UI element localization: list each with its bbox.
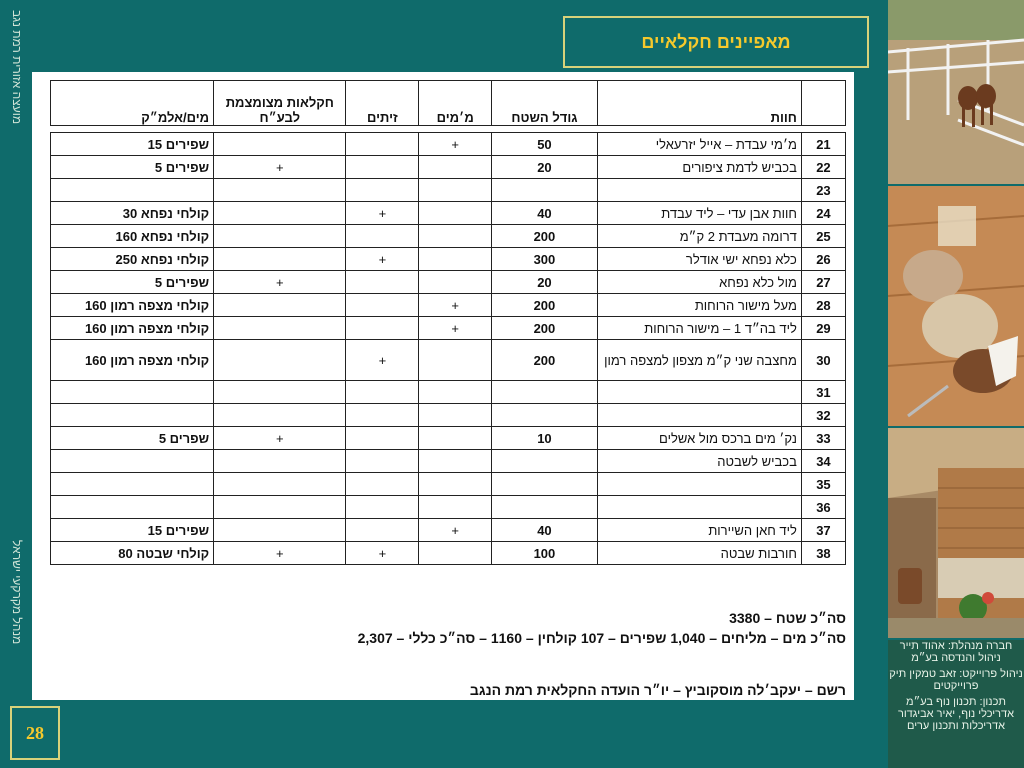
row-water: שפירים 15 [51,133,214,156]
header-num [801,81,845,126]
row-water: שפירים 5 [51,271,214,294]
table-row [51,271,846,294]
row-water [51,450,214,473]
row-num: 33 [801,427,845,450]
table-row [51,450,846,473]
row-water: קולחי מצפה רמון 160 [51,294,214,317]
row-zeitim [346,519,419,542]
row-mayim [419,156,492,179]
table-row [51,317,846,340]
row-farm: בכביש לדמת ציפורים [597,156,801,179]
side-text-top: מועצה אזורית רמת נגב [10,10,24,125]
credits [888,640,1024,736]
row-num: 21 [801,133,845,156]
table-row [51,542,846,565]
row-mayim [419,381,492,404]
row-zeitim: + [346,202,419,225]
row-farm [597,404,801,427]
row-size: 300 [492,248,598,271]
row-num: 31 [801,381,845,404]
row-water [51,473,214,496]
row-num: 29 [801,317,845,340]
row-water: שפירים 5 [51,156,214,179]
row-mayim [419,340,492,381]
table-row [51,519,846,542]
row-agriculture [214,519,346,542]
row-mayim: + [419,294,492,317]
row-farm: ליד בה״ד 1 – מישור הרוחות [597,317,801,340]
row-num: 30 [801,340,845,381]
row-water [51,404,214,427]
row-agriculture: + [214,156,346,179]
row-water: קולחי נפחא 250 [51,248,214,271]
table-row [51,202,846,225]
row-water [51,496,214,519]
row-mayim [419,248,492,271]
slide-title: מאפיינים חקלאיים [641,31,791,52]
row-mayim: + [419,519,492,542]
table-row [51,248,846,271]
table-row [51,473,846,496]
row-num: 36 [801,496,845,519]
table-row [51,156,846,179]
row-mayim [419,202,492,225]
row-farm: מעל מישור הרוחות [597,294,801,317]
row-mayim [419,404,492,427]
row-num: 22 [801,156,845,179]
row-size: 100 [492,542,598,565]
left-strip [0,0,32,768]
row-size [492,496,598,519]
row-agriculture [214,179,346,202]
row-farm: דרומה מעבדת 2 ק״מ [597,225,801,248]
row-mayim [419,496,492,519]
photo-building [888,428,1024,640]
header-water: מים/אלמ״ק [51,81,214,126]
row-agriculture [214,133,346,156]
row-farm: מול כלא נפחא [597,271,801,294]
table-row [51,179,846,202]
row-mayim [419,271,492,294]
row-farm: כלא נפחא ישי אודלר [597,248,801,271]
row-size: 20 [492,156,598,179]
row-agriculture: + [214,427,346,450]
row-size [492,450,598,473]
table-row [51,340,846,381]
row-agriculture [214,473,346,496]
summary-block [50,610,846,650]
table-row [51,225,846,248]
row-size: 20 [492,271,598,294]
farm-table [50,80,846,565]
table-header-row [51,81,846,126]
row-zeitim [346,473,419,496]
row-size: 200 [492,294,598,317]
header-farm: חוות [597,81,801,126]
header-size: גודל השטח [492,81,598,126]
row-agriculture [214,317,346,340]
row-zeitim [346,404,419,427]
row-farm: חוות אבן עדי – ליד עבדת [597,202,801,225]
row-size: 40 [492,202,598,225]
row-zeitim: + [346,542,419,565]
row-zeitim [346,294,419,317]
row-size [492,404,598,427]
row-zeitim [346,381,419,404]
row-zeitim [346,133,419,156]
row-size [492,179,598,202]
row-num: 23 [801,179,845,202]
row-num: 27 [801,271,845,294]
row-zeitim [346,271,419,294]
table-row [51,496,846,519]
row-num: 25 [801,225,845,248]
row-farm: בכביש לשבטה [597,450,801,473]
row-farm [597,381,801,404]
header-zeitim: זיתים [346,81,419,126]
table-row [51,427,846,450]
recorder-line: רשם – יעקב׳לה מוסקוביץ – יו״ר הועדה החקלאית רמת הנגב [469,682,846,698]
summary-area: סה״כ שטח – 3380 [729,610,846,626]
row-num: 24 [801,202,845,225]
row-size [492,473,598,496]
row-num: 37 [801,519,845,542]
row-mayim: + [419,317,492,340]
header-mayim: מ׳מים [419,81,492,126]
row-water: קולחי שבטה 80 [51,542,214,565]
row-agriculture: + [214,271,346,294]
scanned-document [32,72,854,700]
row-num: 26 [801,248,845,271]
table-row [51,133,846,156]
row-farm: נק׳ מים ברכס מול אשלים [597,427,801,450]
row-zeitim [346,225,419,248]
table-row [51,404,846,427]
row-mayim: + [419,133,492,156]
table-row [51,381,846,404]
summary-water: סה״כ מים – מליחים – 1,040 שפירים – 107 קולחין – 1160 – סה״כ כללי – 2,307 [357,630,846,646]
row-water [51,179,214,202]
credit-managing-company: חברה מנהלת: אהוד תייר ניהול והנדסה בע״מ [899,640,1013,664]
row-zeitim [346,317,419,340]
row-zeitim [346,427,419,450]
row-num: 38 [801,542,845,565]
row-farm [597,473,801,496]
page-number: 28 [26,722,44,743]
row-mayim [419,427,492,450]
slide-title-box [563,16,869,68]
row-size: 200 [492,340,598,381]
row-zeitim [346,496,419,519]
row-agriculture [214,381,346,404]
row-agriculture [214,340,346,381]
header-agriculture: חקלאות מצומצמת לבע״ח [214,81,346,126]
row-zeitim [346,156,419,179]
row-size [492,381,598,404]
row-mayim [419,179,492,202]
row-size: 200 [492,225,598,248]
row-farm: מ׳מי עבדת – אייל יזרעאלי [597,133,801,156]
credit-project-management: ניהול פרוייקט: זאב טמקין תיק פרוייקטים [889,668,1023,692]
row-water [51,381,214,404]
row-zeitim [346,450,419,473]
credit-planning: תכנון: תכנון נוף בע״מ אדריכלי נוף, יאיר אביגדור אדריכלות ותכנון ערים [897,696,1015,732]
row-water: שפרים 5 [51,427,214,450]
row-num: 28 [801,294,845,317]
row-water: שפירים 15 [51,519,214,542]
row-agriculture [214,450,346,473]
row-agriculture [214,248,346,271]
row-water: קולחי מצפה רמון 160 [51,340,214,381]
table-body [51,133,846,565]
page-number-box [10,706,60,760]
row-mayim [419,542,492,565]
row-size: 50 [492,133,598,156]
row-agriculture [214,225,346,248]
row-zeitim: + [346,248,419,271]
row-agriculture [214,404,346,427]
row-agriculture [214,496,346,519]
table-row [51,294,846,317]
photo-cheese [888,186,1024,428]
row-mayim [419,473,492,496]
row-zeitim: + [346,340,419,381]
row-farm [597,496,801,519]
row-water: קולחי נפחא 30 [51,202,214,225]
row-num: 35 [801,473,845,496]
row-agriculture [214,294,346,317]
row-farm: ליד חאן השיירות [597,519,801,542]
row-farm: חורבות שבטה [597,542,801,565]
row-zeitim [346,179,419,202]
row-farm: מחצבה שני ק״מ מצפון למצפה רמון [597,340,801,381]
photo-horses [888,0,1024,186]
row-size: 200 [492,317,598,340]
farm-table-sheet [50,80,846,698]
row-size: 10 [492,427,598,450]
row-mayim [419,225,492,248]
row-num: 32 [801,404,845,427]
row-agriculture [214,202,346,225]
row-water: קולחי נפחא 160 [51,225,214,248]
row-water: קולחי מצפה רמון 160 [51,317,214,340]
row-mayim [419,450,492,473]
row-size: 40 [492,519,598,542]
row-agriculture: + [214,542,346,565]
side-text-bottom: מנהל מקרקעי ישראל [10,540,24,645]
row-num: 34 [801,450,845,473]
row-farm [597,179,801,202]
